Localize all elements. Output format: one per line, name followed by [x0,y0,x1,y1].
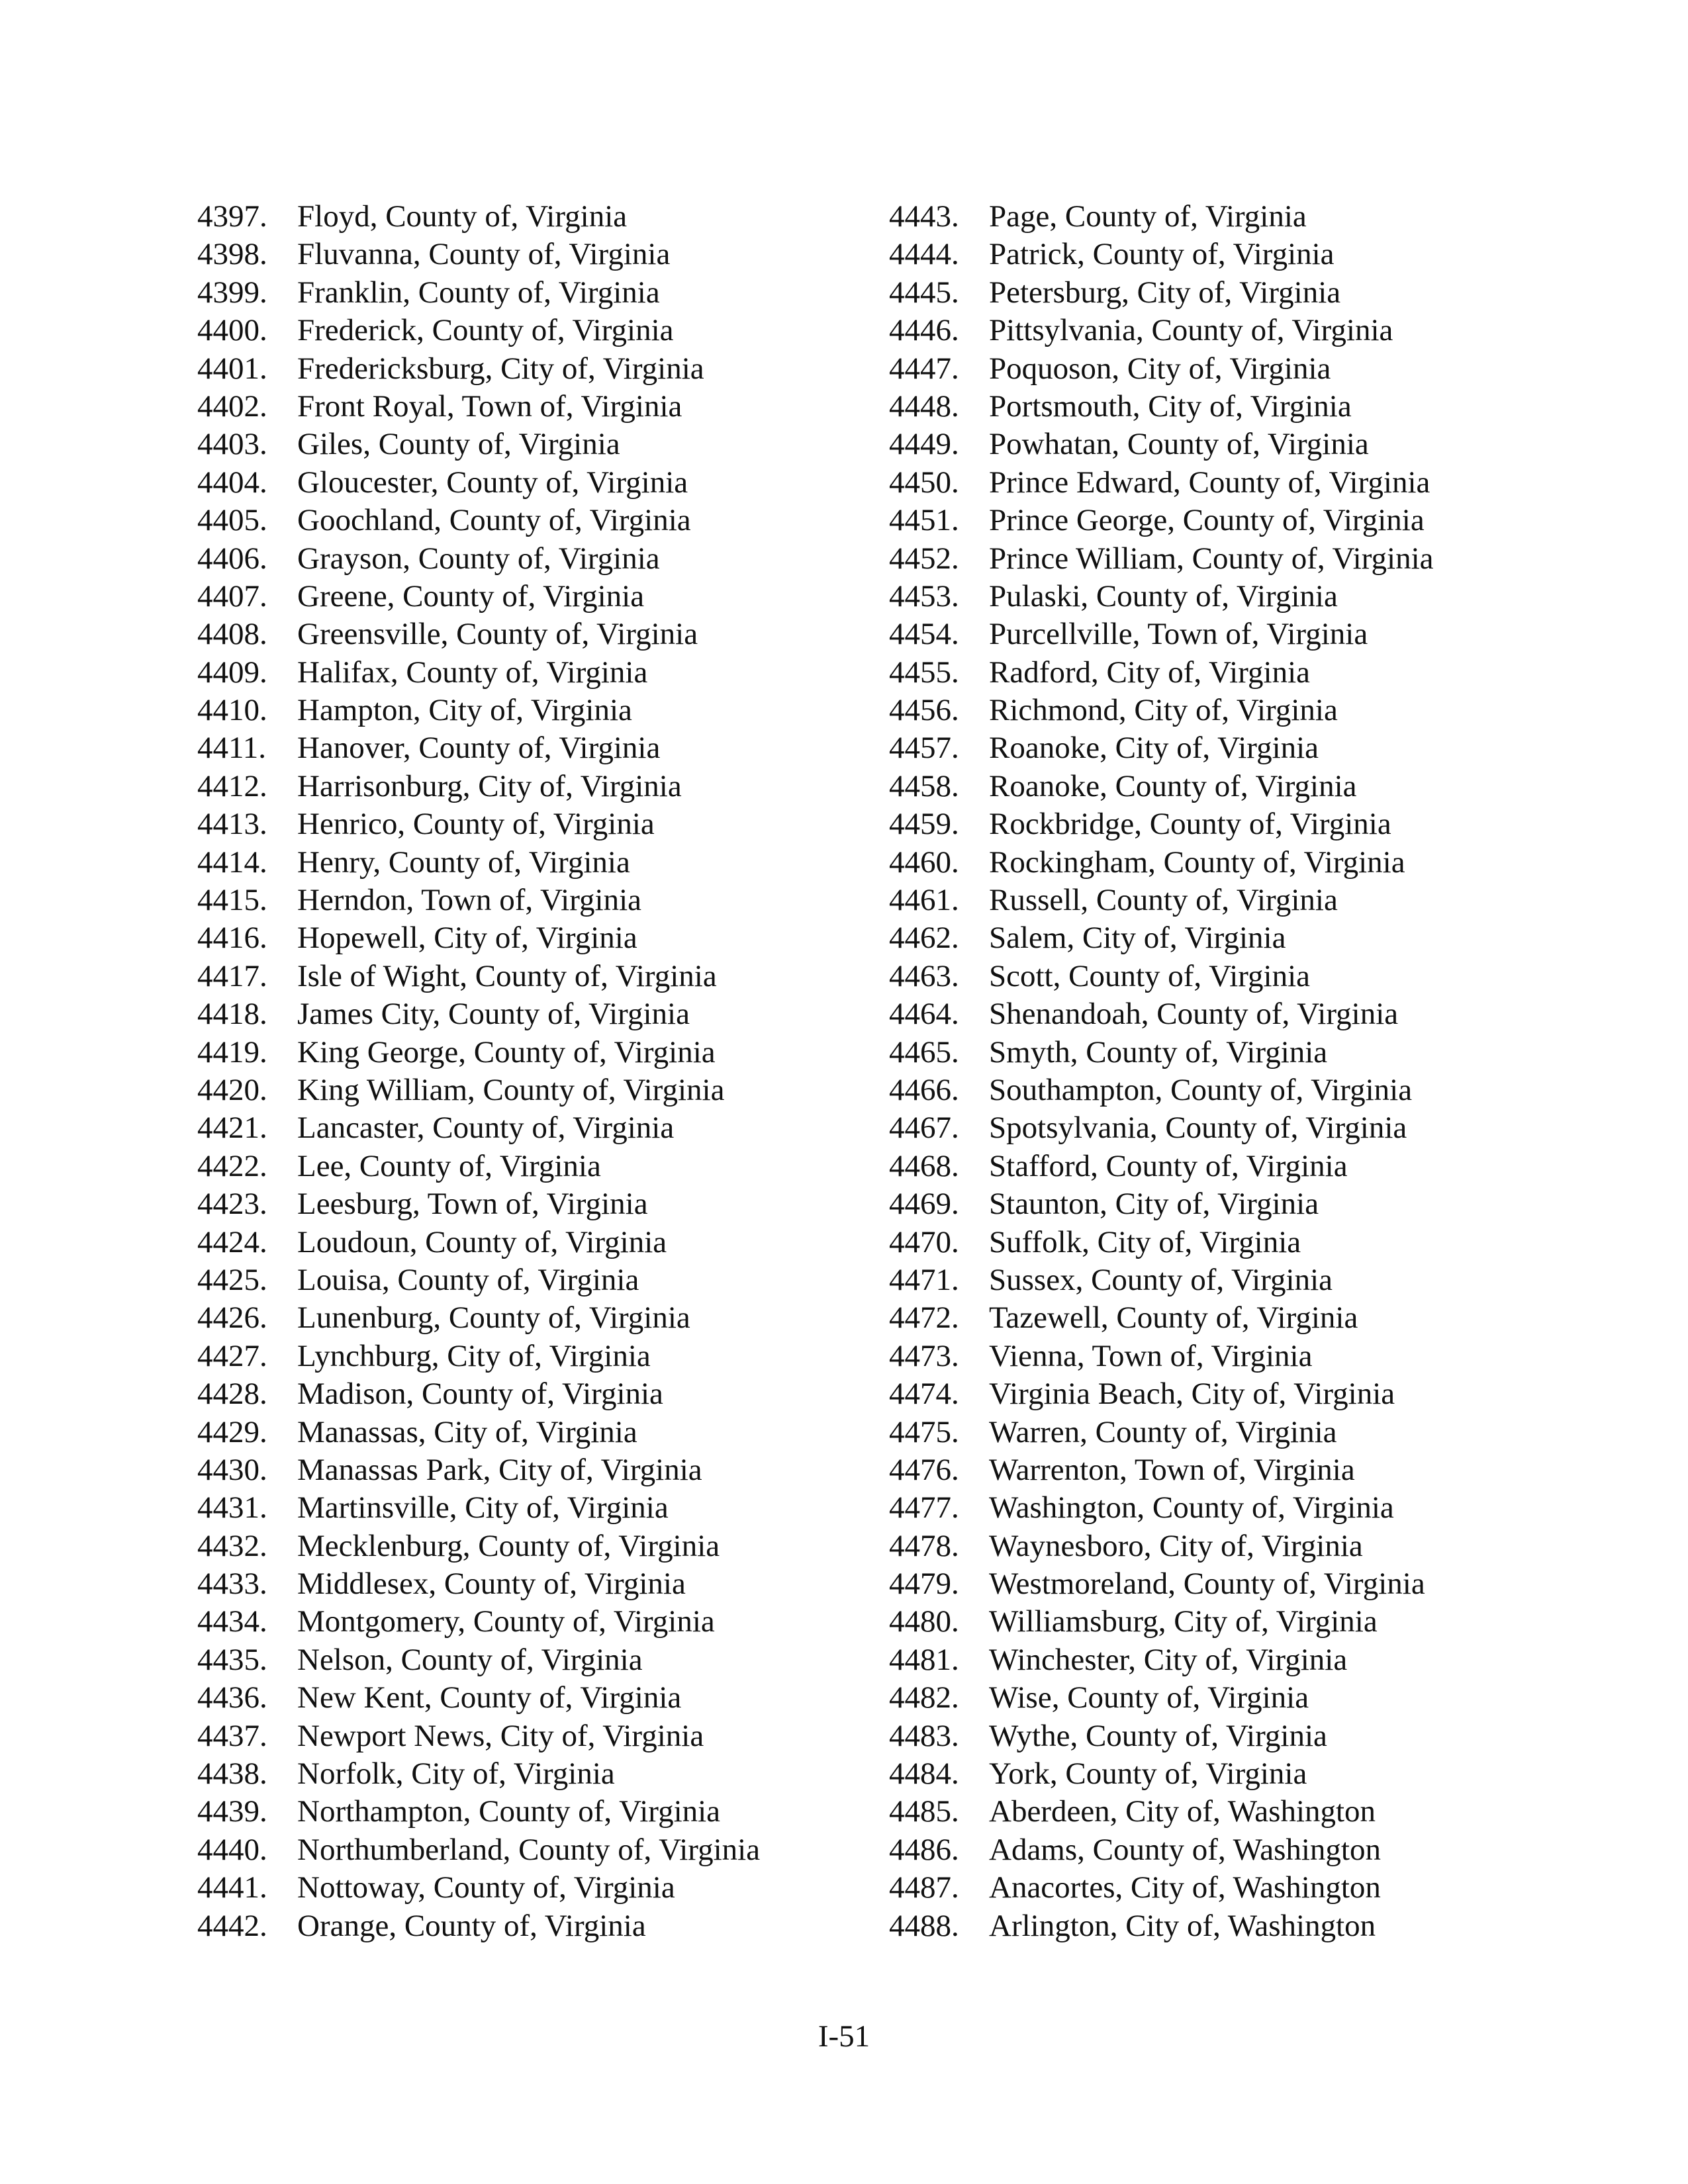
entry-number: 4415. [197,883,267,918]
list-item [197,1261,859,1299]
entry-name: Madison, County of, Virginia [297,1377,663,1412]
entry-number: 4414. [197,844,267,880]
entry-number: 4437. [197,1718,267,1753]
entry-name: Stafford, County of, Virginia [989,1148,1348,1183]
list-item [197,995,859,1033]
list-item [889,1603,1551,1641]
entry-number: 4402. [197,388,267,424]
entry-number: 4430. [197,1452,267,1487]
list-item [889,578,1551,615]
list-item [197,615,859,653]
entry-name: Leesburg, Town of, Virginia [297,1187,648,1222]
entry-name: Shenandoah, County of, Virginia [989,997,1399,1032]
list-item [889,1869,1551,1907]
entry-number: 4424. [197,1224,267,1259]
entry-name: Greene, County of, Virginia [297,578,645,614]
entry-number: 4488. [889,1908,959,1943]
list-item [197,1109,859,1147]
list-item [197,1224,859,1261]
list-item [197,198,859,236]
entry-number: 4406. [197,541,267,576]
list-item [889,426,1551,463]
list-item [889,1527,1551,1565]
entry-name: Norfolk, City of, Virginia [297,1756,615,1792]
entry-number: 4467. [889,1111,959,1146]
entry-number: 4453. [889,578,959,614]
entry-name: Mecklenburg, County of, Virginia [297,1528,720,1563]
list-item [889,1831,1551,1869]
list-item [197,1185,859,1223]
entry-number: 4455. [889,655,959,690]
entry-name: Smyth, County of, Virginia [989,1034,1328,1069]
entry-name: Lynchburg, City of, Virginia [297,1338,651,1373]
entry-name: Virginia Beach, City of, Virginia [989,1377,1395,1412]
list-item [197,540,859,578]
entry-number: 4459. [889,807,959,842]
entry-name: Pittsylvania, County of, Virginia [989,313,1393,348]
entry-number: 4438. [197,1756,267,1792]
entry-name: Martinsville, City of, Virginia [297,1490,669,1525]
list-item [889,1907,1551,1945]
entry-name: Nottoway, County of, Virginia [297,1870,675,1905]
entry-name: Patrick, County of, Virginia [989,237,1335,272]
entry-number: 4403. [197,427,267,462]
entry-name: Hampton, City of, Virginia [297,693,632,728]
entry-name: Arlington, City of, Washington [989,1908,1376,1943]
entry-number: 4458. [889,768,959,803]
entry-number: 4417. [197,958,267,993]
entry-number: 4487. [889,1870,959,1905]
entry-name: Williamsburg, City of, Virginia [989,1604,1378,1639]
entry-number: 4442. [197,1908,267,1943]
entry-name: Lunenburg, County of, Virginia [297,1300,690,1336]
entry-name: Waynesboro, City of, Virginia [989,1528,1363,1563]
entry-number: 4482. [889,1680,959,1715]
entry-name: Hanover, County of, Virginia [297,731,661,766]
entry-name: Powhatan, County of, Virginia [989,427,1369,462]
entry-name: Greensville, County of, Virginia [297,617,698,652]
entry-number: 4410. [197,693,267,728]
entry-name: Gloucester, County of, Virginia [297,465,688,500]
entry-name: Roanoke, City of, Virginia [989,731,1319,766]
list-item [197,350,859,388]
entry-number: 4401. [197,351,267,386]
entry-name: Manassas, City of, Virginia [297,1414,637,1449]
entry-number: 4427. [197,1338,267,1373]
entry-name: Radford, City of, Virginia [989,655,1310,690]
list-item [889,1299,1551,1337]
entry-number: 4476. [889,1452,959,1487]
entry-name: Southampton, County of, Virginia [989,1072,1413,1107]
entry-number: 4409. [197,655,267,690]
entry-name: Anacortes, City of, Washington [989,1870,1381,1905]
list-item [889,919,1551,957]
entry-name: Sussex, County of, Virginia [989,1262,1333,1297]
list-item [889,274,1551,312]
entry-name: Isle of Wight, County of, Virginia [297,958,717,993]
entry-name: Adams, County of, Washington [989,1832,1381,1867]
entry-name: Lee, County of, Virginia [297,1148,601,1183]
entry-name: James City, County of, Virginia [297,997,690,1032]
list-item [889,312,1551,349]
entry-number: 4426. [197,1300,267,1336]
entry-number: 4481. [889,1642,959,1677]
entry-number: 4466. [889,1072,959,1107]
list-item [889,844,1551,882]
list-item [197,805,859,843]
list-item [889,1793,1551,1831]
list-item [197,502,859,539]
entry-name: King George, County of, Virginia [297,1034,716,1069]
list-item [889,1717,1551,1755]
list-item [197,1641,859,1679]
entry-name: Wise, County of, Virginia [989,1680,1309,1715]
list-item [197,1414,859,1451]
entry-number: 4477. [889,1490,959,1525]
list-item [889,1755,1551,1793]
entry-name: Roanoke, County of, Virginia [989,768,1357,803]
entry-number: 4411. [197,731,267,766]
entry-name: Aberdeen, City of, Washington [989,1794,1376,1829]
list-item [889,1034,1551,1071]
list-item [197,1451,859,1489]
entry-number: 4398. [197,237,267,272]
list-item [197,1831,859,1869]
list-item [197,1299,859,1337]
entry-name: Harrisonburg, City of, Virginia [297,768,682,803]
entry-number: 4447. [889,351,959,386]
entry-number: 4465. [889,1034,959,1069]
entry-name: Frederick, County of, Virginia [297,313,674,348]
entry-name: Staunton, City of, Virginia [989,1187,1319,1222]
list-item [197,578,859,615]
entry-name: Scott, County of, Virginia [989,958,1311,993]
entry-number: 4440. [197,1832,267,1867]
list-item [889,350,1551,388]
entry-name: Westmoreland, County of, Virginia [989,1567,1425,1602]
entry-number: 4423. [197,1187,267,1222]
entry-name: Warren, County of, Virginia [989,1414,1337,1449]
list-item [197,1489,859,1527]
entry-number: 4470. [889,1224,959,1259]
list-item [889,958,1551,995]
list-item [889,768,1551,805]
entry-number: 4451. [889,503,959,538]
entry-name: Vienna, Town of, Virginia [989,1338,1313,1373]
entry-name: Portsmouth, City of, Virginia [989,388,1352,424]
list-item [197,1717,859,1755]
entry-number: 4449. [889,427,959,462]
list-item [889,1109,1551,1147]
entry-number: 4441. [197,1870,267,1905]
list-item [889,388,1551,426]
entry-number: 4452. [889,541,959,576]
list-item [197,958,859,995]
entry-number: 4435. [197,1642,267,1677]
entry-name: Montgomery, County of, Virginia [297,1604,715,1639]
list-item [197,1869,859,1907]
entry-name: Salem, City of, Virginia [989,921,1286,956]
entry-name: Northampton, County of, Virginia [297,1794,721,1829]
list-item [889,236,1551,273]
entry-name: Lancaster, County of, Virginia [297,1111,675,1146]
entry-number: 4422. [197,1148,267,1183]
list-item [197,312,859,349]
entry-name: Northumberland, County of, Virginia [297,1832,761,1867]
list-item [197,274,859,312]
entry-number: 4408. [197,617,267,652]
list-item [889,729,1551,767]
list-item [889,540,1551,578]
list-item [197,1755,859,1793]
list-item [197,388,859,426]
list-item [889,1148,1551,1185]
entry-name: Richmond, City of, Virginia [989,693,1338,728]
list-item [197,882,859,919]
entry-number: 4450. [889,465,959,500]
entry-number: 4413. [197,807,267,842]
entry-name: Spotsylvania, County of, Virginia [989,1111,1407,1146]
entry-name: Prince George, County of, Virginia [989,503,1425,538]
list-item [197,1338,859,1375]
entry-name: Halifax, County of, Virginia [297,655,648,690]
list-item [889,198,1551,236]
entry-name: Rockingham, County of, Virginia [989,844,1405,880]
entry-name: Goochland, County of, Virginia [297,503,691,538]
entry-name: Poquoson, City of, Virginia [989,351,1331,386]
list-item [197,1565,859,1603]
entry-number: 4468. [889,1148,959,1183]
entry-name: Prince William, County of, Virginia [989,541,1434,576]
entry-name: Warrenton, Town of, Virginia [989,1452,1355,1487]
entry-number: 4483. [889,1718,959,1753]
entry-name: Newport News, City of, Virginia [297,1718,704,1753]
list-item [889,654,1551,692]
list-item [889,1375,1551,1413]
entry-number: 4469. [889,1187,959,1222]
list-item [889,1261,1551,1299]
entry-name: Floyd, County of, Virginia [297,199,628,234]
entry-name: Giles, County of, Virginia [297,427,620,462]
entry-number: 4457. [889,731,959,766]
entry-name: Rockbridge, County of, Virginia [989,807,1391,842]
entry-number: 4412. [197,768,267,803]
entry-number: 4471. [889,1262,959,1297]
list-item [889,1185,1551,1223]
entry-name: Herndon, Town of, Virginia [297,883,641,918]
list-item [197,1603,859,1641]
list-item [197,1679,859,1717]
entry-number: 4436. [197,1680,267,1715]
entry-name: Tazewell, County of, Virginia [989,1300,1358,1336]
entry-number: 4479. [889,1567,959,1602]
list-item [889,1565,1551,1603]
entry-number: 4419. [197,1034,267,1069]
entry-name: Loudoun, County of, Virginia [297,1224,667,1259]
entry-number: 4444. [889,237,959,272]
entry-name: Fluvanna, County of, Virginia [297,237,671,272]
entry-name: New Kent, County of, Virginia [297,1680,682,1715]
entry-number: 4446. [889,313,959,348]
entry-number: 4399. [197,275,267,310]
entry-number: 4400. [197,313,267,348]
list-item [197,729,859,767]
entry-number: 4404. [197,465,267,500]
entry-name: Hopewell, City of, Virginia [297,921,637,956]
entry-number: 4464. [889,997,959,1032]
list-item [197,844,859,882]
entry-list-left [197,198,859,1945]
entry-number: 4421. [197,1111,267,1146]
entry-number: 4433. [197,1567,267,1602]
entry-name: Page, County of, Virginia [989,199,1307,234]
entry-number: 4461. [889,883,959,918]
entry-number: 4480. [889,1604,959,1639]
entry-name: Washington, County of, Virginia [989,1490,1394,1525]
entry-name: Winchester, City of, Virginia [989,1642,1348,1677]
entry-number: 4443. [889,199,959,234]
entry-name: Petersburg, City of, Virginia [989,275,1341,310]
list-item [889,464,1551,502]
entry-number: 4463. [889,958,959,993]
entry-number: 4472. [889,1300,959,1336]
entry-number: 4407. [197,578,267,614]
list-item [889,1451,1551,1489]
list-item [889,692,1551,729]
list-item [197,654,859,692]
entry-number: 4432. [197,1528,267,1563]
entry-number: 4405. [197,503,267,538]
list-item [197,1907,859,1945]
list-item [197,464,859,502]
entry-number: 4397. [197,199,267,234]
list-item [197,692,859,729]
entry-name: Front Royal, Town of, Virginia [297,388,682,424]
entry-name: Manassas Park, City of, Virginia [297,1452,702,1487]
list-item [889,1414,1551,1451]
entry-number: 4434. [197,1604,267,1639]
list-item [889,882,1551,919]
entry-name: Suffolk, City of, Virginia [989,1224,1301,1259]
list-item [197,236,859,273]
entry-name: Henrico, County of, Virginia [297,807,655,842]
entry-name: Grayson, County of, Virginia [297,541,660,576]
list-item [889,502,1551,539]
entry-number: 4454. [889,617,959,652]
entry-name: Pulaski, County of, Virginia [989,578,1338,614]
entry-number: 4420. [197,1072,267,1107]
entry-number: 4473. [889,1338,959,1373]
entry-name: King William, County of, Virginia [297,1072,725,1107]
entry-name: Franklin, County of, Virginia [297,275,660,310]
entry-name: Middlesex, County of, Virginia [297,1567,686,1602]
list-item [197,919,859,957]
entry-number: 4475. [889,1414,959,1449]
entry-name: Russell, County of, Virginia [989,883,1338,918]
list-item [889,1071,1551,1109]
entry-name: Nelson, County of, Virginia [297,1642,643,1677]
entry-name: Fredericksburg, City of, Virginia [297,351,704,386]
entry-name: Louisa, County of, Virginia [297,1262,639,1297]
entry-number: 4428. [197,1377,267,1412]
entry-number: 4448. [889,388,959,424]
entry-number: 4431. [197,1490,267,1525]
list-item [889,1679,1551,1717]
entry-name: Prince Edward, County of, Virginia [989,465,1430,500]
entry-name: Henry, County of, Virginia [297,844,630,880]
list-item [197,1793,859,1831]
list-item [197,1034,859,1071]
list-item [889,1489,1551,1527]
list-item [889,615,1551,653]
entry-number: 4474. [889,1377,959,1412]
list-item [889,1338,1551,1375]
entry-number: 4416. [197,921,267,956]
list-item [197,1071,859,1109]
entry-number: 4445. [889,275,959,310]
entry-name: Purcellville, Town of, Virginia [989,617,1368,652]
entry-number: 4439. [197,1794,267,1829]
entry-number: 4460. [889,844,959,880]
entry-name: Wythe, County of, Virginia [989,1718,1327,1753]
list-item [889,995,1551,1033]
entry-number: 4485. [889,1794,959,1829]
entry-number: 4478. [889,1528,959,1563]
list-item [197,1527,859,1565]
entry-number: 4456. [889,693,959,728]
page-number: I-51 [818,2019,870,2054]
list-item [197,768,859,805]
list-item [197,426,859,463]
entry-number: 4425. [197,1262,267,1297]
list-item [889,1641,1551,1679]
entry-name: Orange, County of, Virginia [297,1908,646,1943]
list-item [889,1224,1551,1261]
list-item [889,805,1551,843]
entry-number: 4486. [889,1832,959,1867]
entry-number: 4418. [197,997,267,1032]
entry-name: York, County of, Virginia [989,1756,1307,1792]
entry-list-right [889,198,1551,1945]
entry-number: 4484. [889,1756,959,1792]
entry-number: 4462. [889,921,959,956]
list-item [197,1375,859,1413]
list-item [197,1148,859,1185]
entry-number: 4429. [197,1414,267,1449]
